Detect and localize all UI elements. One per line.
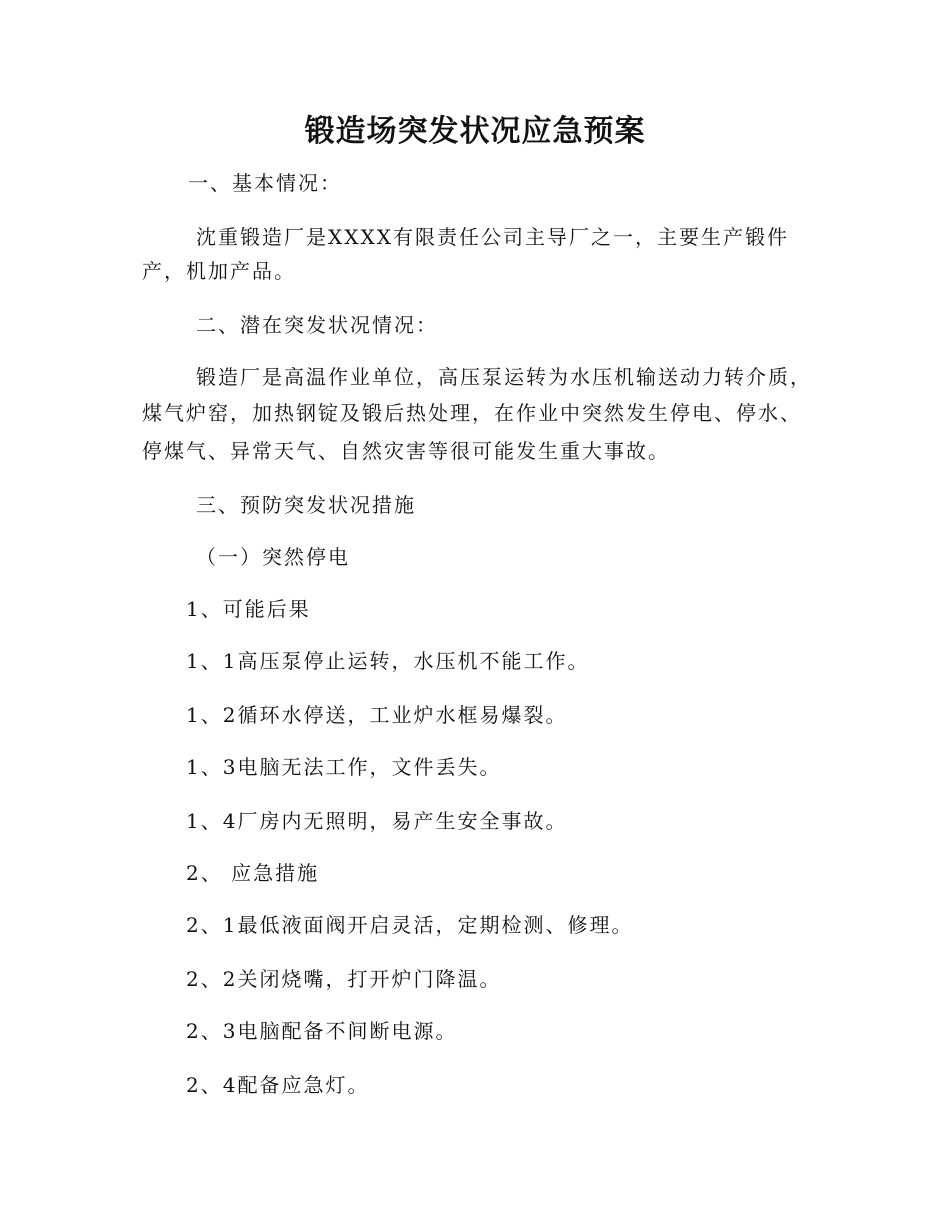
list-item: 1、可能后果 bbox=[186, 597, 311, 621]
section-heading-potential: 二、潜在突发状况情况： bbox=[196, 313, 438, 337]
paragraph-line: 锻造厂是高温作业单位，高压泵运转为水压机输送动力转介质， bbox=[196, 365, 812, 389]
list-item: 2、1最低液面阀开启灵活，定期检测、修理。 bbox=[186, 913, 634, 937]
list-item: 1、3电脑无法工作，文件丢失。 bbox=[186, 755, 502, 779]
list-item: 1、1高压泵停止运转，水压机不能工作。 bbox=[186, 649, 590, 673]
list-item: 2、 应急措施 bbox=[186, 861, 320, 885]
document-title: 锻造场突发状况应急预案 bbox=[304, 114, 646, 149]
list-item: 2、4配备应急灯。 bbox=[186, 1073, 370, 1097]
section-heading-basic: 一、基本情况： bbox=[188, 171, 342, 195]
paragraph-line: 产，机加产品。 bbox=[142, 259, 296, 283]
list-item: 1、2循环水停送，工业炉水框易爆裂。 bbox=[186, 703, 568, 727]
list-item: 1、4厂房内无照明，易产生安全事故。 bbox=[186, 809, 568, 833]
paragraph-line: 煤气炉窑，加热钢锭及锻后热处理，在作业中突然发生停电、停水、 bbox=[142, 401, 802, 425]
section-heading-prevention: 三、预防突发状况措施 bbox=[196, 493, 416, 517]
list-item: 2、3电脑配备不间断电源。 bbox=[186, 1019, 458, 1043]
paragraph-line: 停煤气、异常天气、自然灾害等很可能发生重大事故。 bbox=[142, 439, 670, 463]
paragraph-line: 沈重锻造厂是XXXX有限责任公司主导厂之一，主要生产锻件 bbox=[196, 225, 789, 249]
list-item: 2、2关闭烧嘴，打开炉门降温。 bbox=[186, 967, 502, 991]
subsection-heading: （一）突然停电 bbox=[196, 545, 350, 569]
